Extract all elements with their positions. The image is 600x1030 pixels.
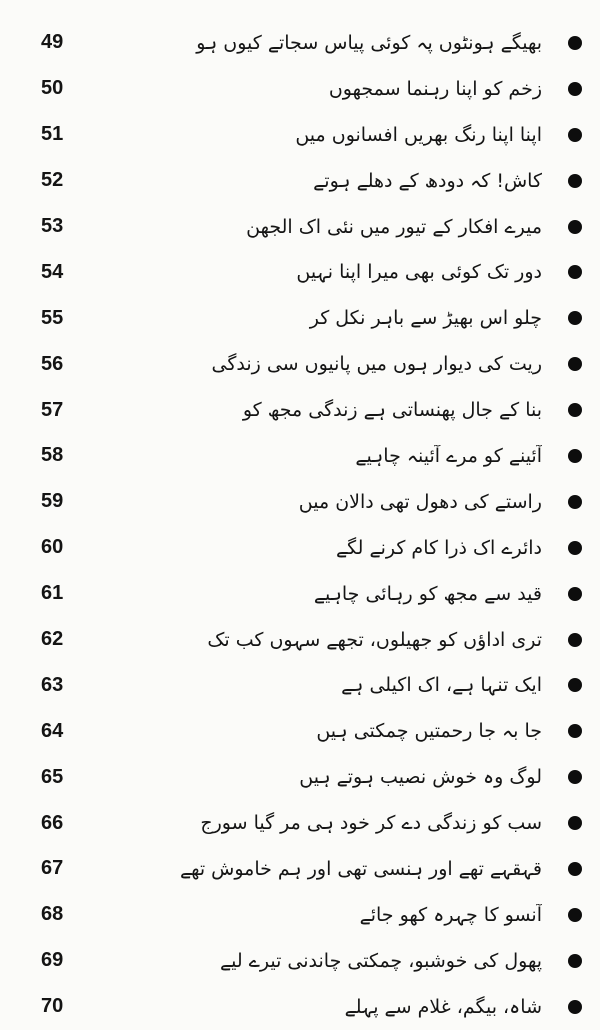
bullet-icon	[568, 82, 582, 96]
toc-page-number: 49	[41, 31, 64, 54]
toc-page-number: 68	[41, 903, 64, 926]
toc-title: بنا کے جال پھنساتی ہے زندگی مجھ کو	[242, 399, 542, 422]
toc-page-number: 60	[41, 536, 64, 559]
toc-entry	[0, 892, 600, 938]
toc-page-number: 70	[41, 995, 64, 1018]
toc-title: ریت کی دیوار ہوں میں پانیوں سی زندگی	[211, 353, 542, 376]
toc-page-number: 65	[41, 765, 64, 788]
toc-title: شاہ، بیگم، غلام سے پہلے	[344, 995, 542, 1018]
toc-page-number: 51	[41, 123, 64, 146]
toc-entry	[0, 571, 600, 617]
toc-entry	[0, 204, 600, 250]
toc-page-number: 56	[41, 352, 64, 375]
toc-entry	[0, 800, 600, 846]
toc-page-number: 59	[41, 490, 64, 513]
bullet-icon	[568, 954, 582, 968]
bullet-icon	[568, 311, 582, 325]
toc-page-number: 61	[41, 582, 64, 605]
toc-page-number: 67	[41, 857, 64, 880]
toc-title: دائرے اک ذرا کام کرنے لگے	[335, 536, 542, 559]
toc-page-number: 54	[41, 260, 64, 283]
toc-title: کاش! کہ دودھ کے دھلے ہوتے	[313, 169, 542, 192]
toc-title: آئینے کو مرے آئینہ چاہیے	[355, 444, 542, 467]
toc-title: راستے کی دھول تھی دالان میں	[298, 490, 542, 513]
bullet-icon	[568, 265, 582, 279]
toc-page-number: 64	[41, 719, 64, 742]
toc-entry	[0, 387, 600, 433]
toc-page-number: 62	[41, 628, 64, 651]
bullet-icon	[568, 770, 582, 784]
toc-title: پھول کی خوشبو، چمکتی چاندنی تیرے لیے	[220, 949, 542, 972]
bullet-icon	[568, 862, 582, 876]
toc-page-number: 63	[41, 673, 64, 696]
bullet-icon	[568, 908, 582, 922]
toc-page-number: 55	[41, 306, 64, 329]
bullet-icon	[568, 816, 582, 830]
bullet-icon	[568, 357, 582, 371]
toc-page-number: 50	[41, 77, 64, 100]
bullet-icon	[568, 128, 582, 142]
toc-title: دور تک کوئی بھی میرا اپنا نہیں	[296, 261, 542, 284]
toc-page-number: 58	[41, 444, 64, 467]
bullet-icon	[568, 403, 582, 417]
bullet-icon	[568, 678, 582, 692]
bullet-icon	[568, 1000, 582, 1014]
bullet-icon	[568, 633, 582, 647]
toc-page-number: 53	[41, 215, 64, 237]
bullet-icon	[568, 541, 582, 555]
toc-page-number: 69	[41, 949, 64, 972]
bullet-icon	[568, 36, 582, 50]
bullet-icon	[568, 449, 582, 463]
toc-entry	[0, 754, 600, 800]
toc-page-number: 66	[41, 811, 64, 834]
toc-entry	[0, 66, 600, 112]
toc-title: سب کو زندگی دے کر خود ہی مر گیا سورج	[200, 812, 542, 835]
toc-title: بھیگے ہونٹوں پہ کوئی پیاس سجاتے کیوں ہو	[196, 31, 542, 54]
toc-entry	[0, 249, 600, 295]
toc-title: جا بہ جا رحمتیں چمکتی ہیں	[316, 720, 542, 743]
toc-title: قہقہے تھے اور ہنسی تھی اور ہم خاموش تھے	[179, 857, 542, 880]
toc-entry	[0, 20, 600, 66]
toc-title: اپنا اپنا رنگ بھریں افسانوں میں	[295, 123, 542, 146]
toc-entry	[0, 112, 600, 158]
toc-entry	[0, 479, 600, 525]
toc-entry	[0, 433, 600, 479]
toc-entry	[0, 158, 600, 204]
toc-entry	[0, 617, 600, 663]
bullet-icon	[568, 174, 582, 188]
toc-title: لوگ وہ خوش نصیب ہوتے ہیں	[299, 766, 542, 789]
toc-title: چلو اس بھیڑ سے باہر نکل کر	[309, 307, 542, 330]
toc-entry	[0, 295, 600, 341]
toc-entry	[0, 662, 600, 708]
bullet-icon	[568, 495, 582, 509]
toc-entry	[0, 341, 600, 387]
toc-title: آنسو کا چہرہ کھو جائے	[359, 903, 542, 926]
bullet-icon	[568, 220, 582, 234]
toc-entry	[0, 846, 600, 892]
toc-entry	[0, 708, 600, 754]
toc-title: زخم کو اپنا رہنما سمجھوں	[328, 77, 542, 100]
toc-title: ایک تنہا ہے، اک اکیلی ہے	[341, 674, 542, 697]
bullet-icon	[568, 724, 582, 738]
toc-entry	[0, 938, 600, 984]
toc-title: قید سے مجھ کو رہائی چاہیے	[313, 582, 542, 605]
toc-title: تری اداؤں کو جھیلوں، تجھے سہوں کب تک	[207, 628, 542, 651]
bullet-icon	[568, 587, 582, 601]
toc-title: میرے افکار کے تیور میں نئی اک الجھن	[246, 215, 542, 238]
toc-entry	[0, 525, 600, 571]
toc-page-number: 57	[41, 398, 64, 421]
toc-page-number: 52	[41, 169, 64, 192]
